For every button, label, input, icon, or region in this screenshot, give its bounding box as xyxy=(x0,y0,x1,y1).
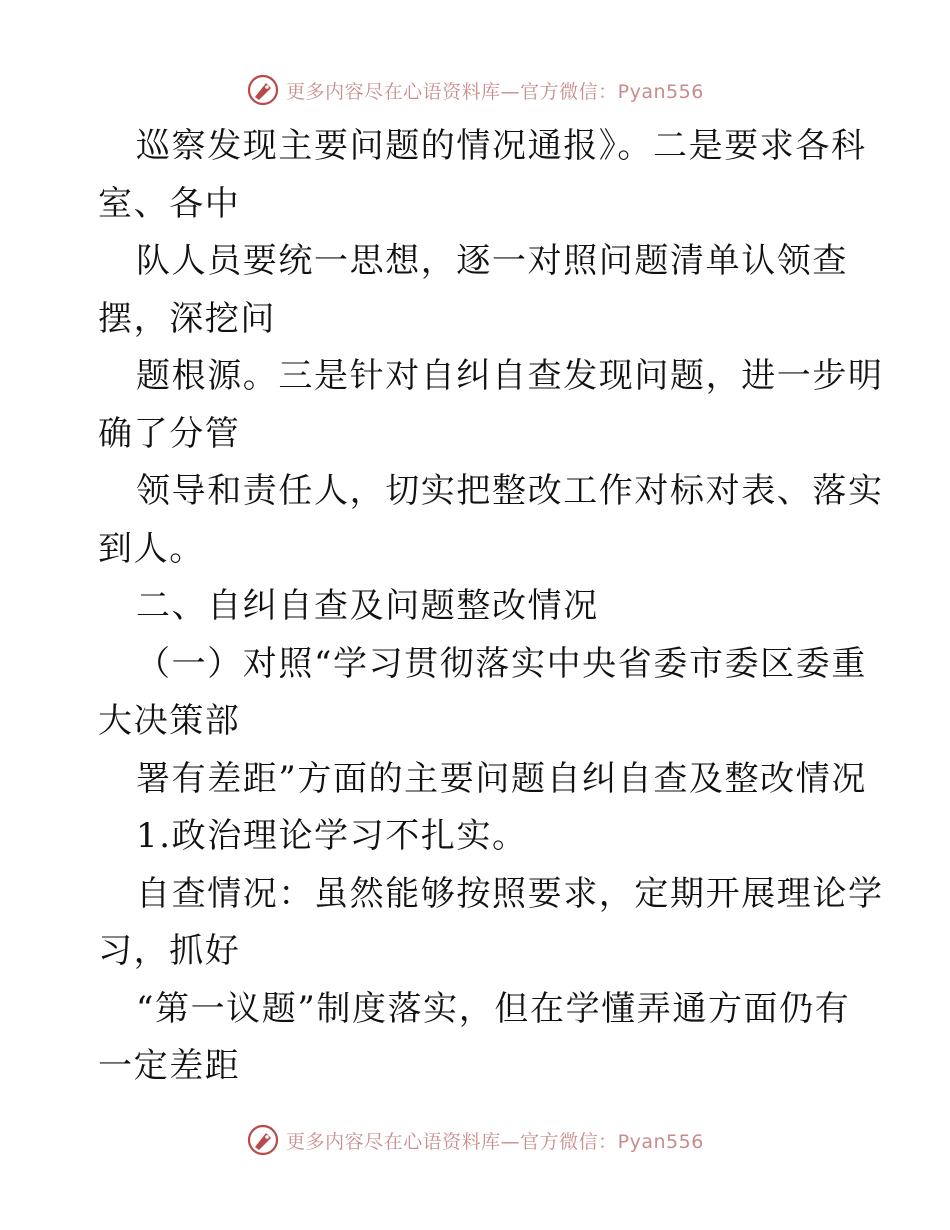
pen-nib-logo-icon xyxy=(246,73,280,107)
document-body xyxy=(98,118,884,1096)
text-line: 到人。 xyxy=(98,528,205,569)
pen-nib-logo-icon xyxy=(246,1123,280,1157)
text-line: “第一议题”制度落实，但在学懂弄通方面仍有 xyxy=(136,988,851,1029)
numbered-item: 1.政治理论学习不扎实。 xyxy=(136,816,528,856)
text-line: 一定差距 xyxy=(98,1046,241,1086)
subsection-heading: （一）对照“学习贯彻落实中央省委市委区委重 xyxy=(136,643,867,684)
text-line: 题根源。三是针对自纠自查发现问题，进一步明 xyxy=(136,356,884,396)
text-line: 自查情况：虽然能够按照要求，定期开展理论学 xyxy=(136,873,884,914)
watermark-text: 更多内容尽在心语资料库—官方微信：Pyan556 xyxy=(286,80,704,103)
footer-watermark xyxy=(0,1120,950,1160)
section-heading: 二、自纠自查及问题整改情况 xyxy=(136,586,599,626)
text-line: 巡察发现主要问题的情况通报》。二是要求各科 xyxy=(136,126,867,166)
text-line: 大决策部 xyxy=(98,701,241,741)
text-line: 确了分管 xyxy=(98,413,241,454)
watermark-text: 更多内容尽在心语资料库—官方微信：Pyan556 xyxy=(286,1130,704,1153)
text-line: 室、各中 xyxy=(98,183,241,224)
text-line: 署有差距”方面的主要问题自纠自查及整改情况 xyxy=(136,758,867,799)
header-watermark xyxy=(0,70,950,110)
text-line: 队人员要统一思想，逐一对照问题清单认领查 xyxy=(136,241,848,281)
text-line: 习，抓好 xyxy=(98,931,241,971)
text-line: 摆，深挖问 xyxy=(98,298,276,339)
text-line: 领导和责任人，切实把整改工作对标对表、落实 xyxy=(136,471,884,511)
